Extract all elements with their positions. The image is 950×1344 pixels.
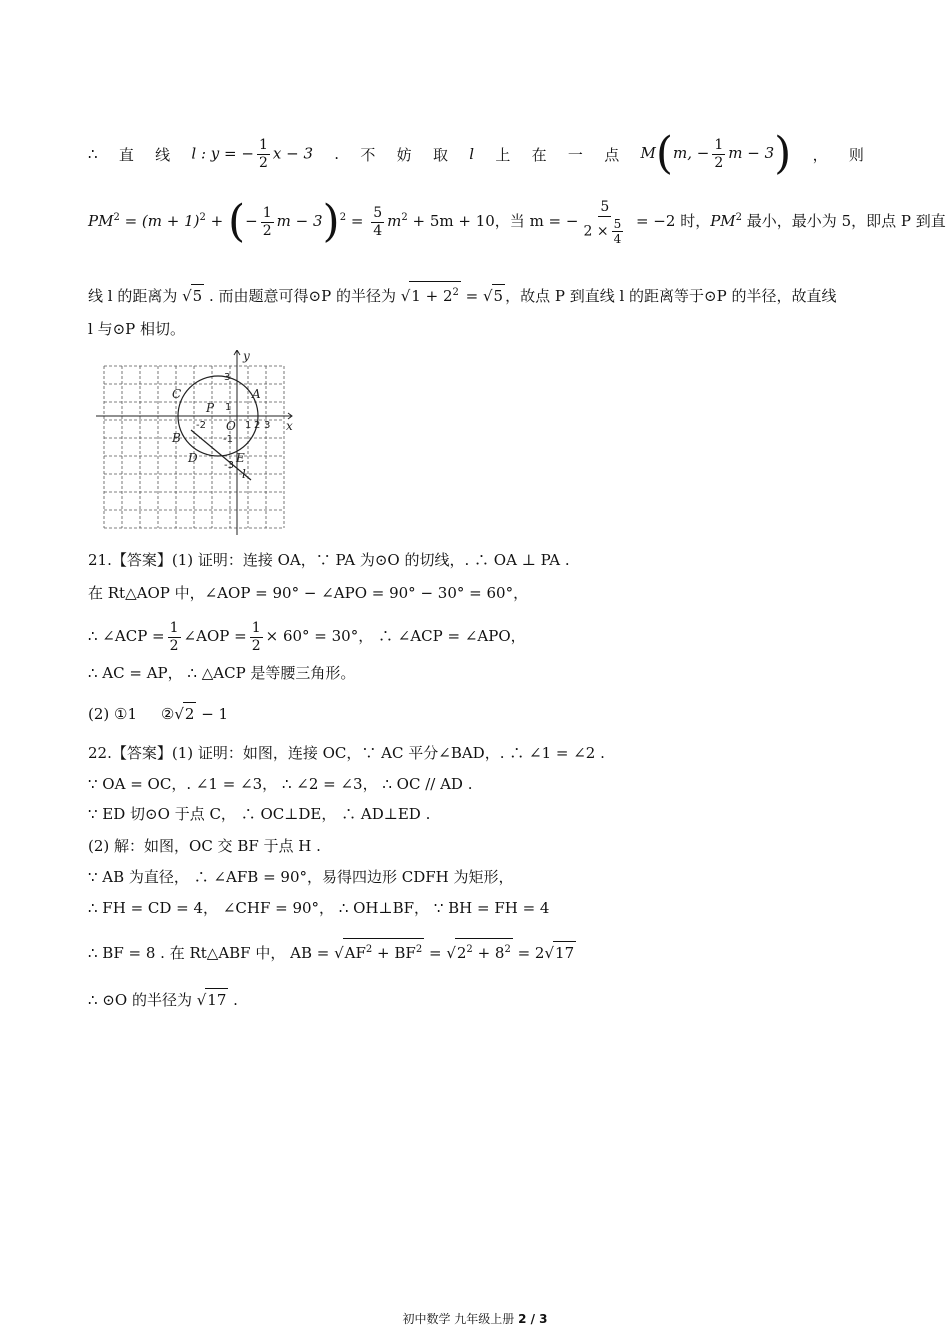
q22-line4: (2) 解：如图，OC 交 BF 于点 H . <box>88 837 321 855</box>
tick-y-m3: -3 <box>224 460 234 471</box>
para2-line: $PM^2 = (m + 1)^2$ + (− $\frac{1}{2}$ m − 3)$^2$ = $\frac{5}{4}$ $m^2 + 5m + 10$，当 m = − 5 2 × $\frac{5}{4}$ = −2 时，$PM^2$ 最小，最小为 5，即点 P 到直 <box>88 196 946 247</box>
word-ze: 则 <box>848 145 864 164</box>
label-D: D <box>188 451 198 465</box>
label-O: O <box>226 419 236 433</box>
tick-y-1: 1 <box>225 402 232 413</box>
word-yi: 一 <box>567 145 583 164</box>
point-M: M(m, − $\frac{1}{2}$ m − 3) <box>640 128 792 179</box>
word-shang: 上 <box>495 145 511 164</box>
label-y: y <box>243 350 250 363</box>
q22-line6: ∴ FH = CD = 4， ∠CHF = 90°， ∴ OH⊥BF， ∵ BH = FH = 4 <box>88 899 550 917</box>
q21-line2: 在 Rt△AOP 中，∠AOP = 90° − ∠APO = 90° − 30° = 60°， <box>88 584 529 602</box>
word-bu: 不 <box>360 145 376 164</box>
para1-line <box>88 128 864 179</box>
page-footer: 初中数学 九年级上册 2 / 3 <box>402 1312 548 1326</box>
word-xian: 线 <box>155 145 171 164</box>
label-A: A <box>252 387 261 401</box>
label-C: C <box>172 387 182 401</box>
q22-line2: ∵ OA = OC，. ∠1 = ∠3， ∴ ∠2 = ∠3， ∴ OC // AD . <box>88 775 473 793</box>
word-qu: 取 <box>432 145 448 164</box>
tick-y-3: 3 <box>224 372 231 383</box>
q22-line5: ∵ AB 为直径， ∴ ∠AFB = 90°，易得四边形 CDFH 为矩形， <box>88 868 514 886</box>
comma: ， <box>812 145 828 164</box>
tick-y-m1: -1 <box>223 434 233 445</box>
q22-line3: ∵ ED 切⊙O 于点 C， ∴ OC⊥DE， ∴ AD⊥ED . <box>88 805 431 823</box>
q21-line3: ∴ ∠ACP = $\frac{1}{2}$ ∠AOP = $\frac{1}{2}$ × 60° = 30°， ∴ ∠ACP = ∠APO， <box>88 619 526 654</box>
para4-line: l 与⊙P 相切。 <box>88 320 185 338</box>
q21-line4: ∴ AC = AP， ∴ △ACP 是等腰三角形。 <box>88 664 356 682</box>
para3-line: 线 l 的距离为 √5 . 而由题意可得⊙P 的半径为 $√1 + 2^2 = √5$ ，故点 P 到直线 l 的距离等于⊙P 的半径，故直线 <box>88 281 837 307</box>
q22-line8: ∴ ⊙O 的半径为 √17 . <box>88 988 238 1011</box>
word-zai: 在 <box>531 145 547 164</box>
q22-line1: 22.【答案】(1) 证明：如图，连接 OC，∵ AC 平分∠BAD，. ∴ ∠1 = ∠2 . <box>88 744 605 762</box>
label-B: B <box>172 431 181 445</box>
label-E: E <box>236 451 245 465</box>
label-P: P <box>206 401 215 415</box>
page-number: 2 / 3 <box>518 1312 548 1326</box>
symbol-l: l <box>469 145 475 163</box>
tick-x-2: 2 <box>254 420 261 431</box>
therefore-symbol: ∴ <box>88 145 98 163</box>
word-fang: 妨 <box>396 145 412 164</box>
word-dian: 点 <box>604 145 620 164</box>
q21-line5: (2) ①1 ②√2 − 1 <box>88 702 228 725</box>
tick-x-m2: -2 <box>196 420 206 431</box>
q21-line1: 21.【答案】(1) 证明：连接 OA，∵ PA 为⊙O 的切线，. ∴ OA ⊥ PA . <box>88 551 570 569</box>
label-l: l <box>242 467 246 481</box>
tick-x-1: 1 <box>245 420 252 431</box>
label-x: x <box>286 419 293 433</box>
q22-line7: ∴ BF = 8 . 在 Rt△ABF 中， AB = $√AF^2 + BF^2 = √2^2 + 8^2 = 2√17$ <box>88 938 576 964</box>
line-l-equation: l : y = − $\frac{1}{2}$ x − 3 <box>191 136 313 171</box>
word-zhi: 直 <box>118 145 134 164</box>
coordinate-figure <box>96 350 296 535</box>
tick-x-3: 3 <box>264 420 271 431</box>
period: . <box>334 145 340 163</box>
